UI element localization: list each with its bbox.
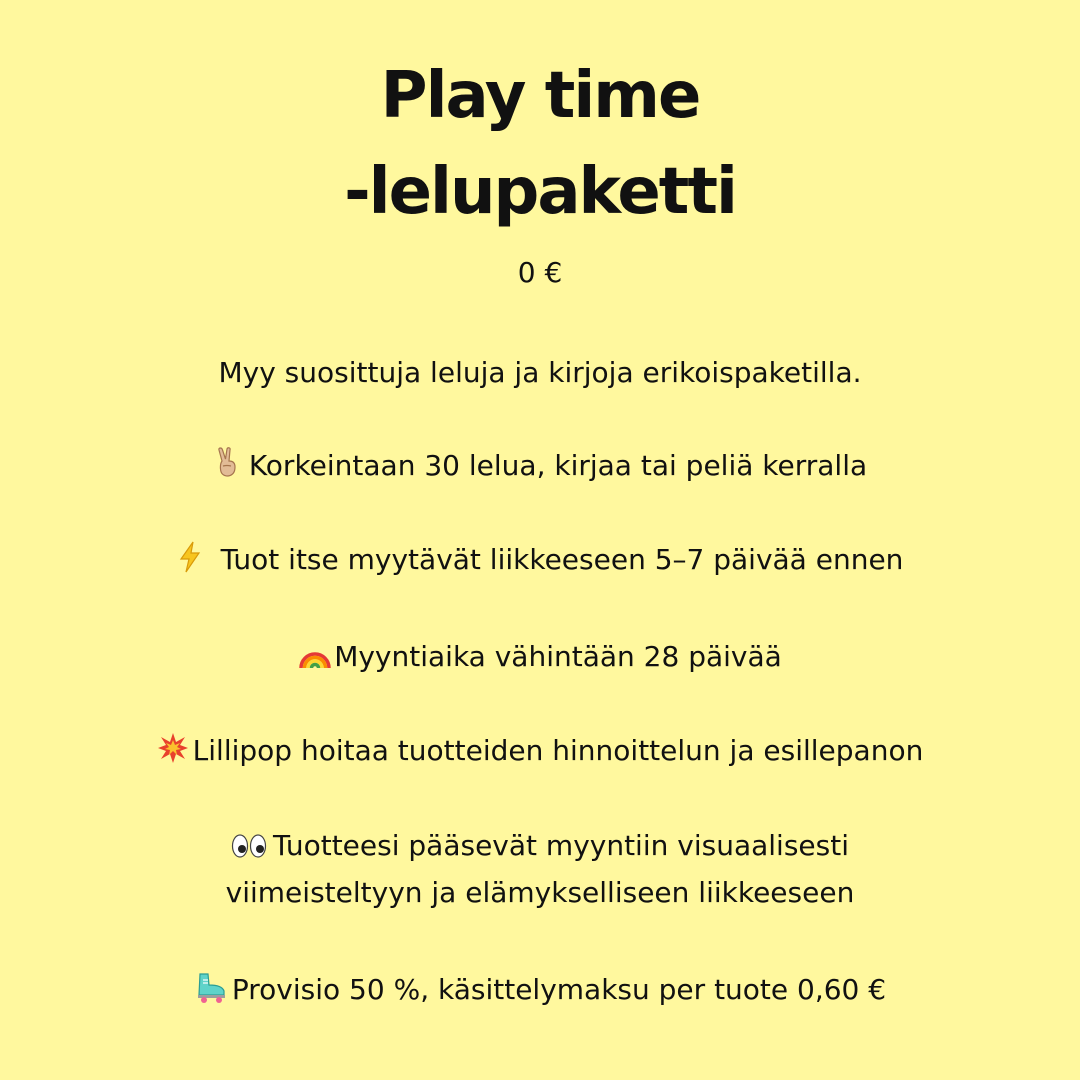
eyes-icon (231, 823, 267, 869)
feature-item (0, 823, 1080, 869)
feature-item (0, 728, 1080, 774)
victory-hand-icon (213, 443, 243, 489)
price: 0 € (517, 256, 563, 289)
feature-item (0, 634, 1080, 680)
feature-text: Korkeintaan 30 lelua, kirjaa tai peliä kerralla (248, 449, 868, 482)
feature-item (0, 967, 1080, 1013)
collision-icon (157, 728, 189, 774)
feature-text: Lillipop hoitaa tuotteiden hinnoittelun ja esillepanon (192, 734, 924, 767)
rainbow-icon (298, 634, 332, 680)
title-line-1: Play time (380, 59, 700, 133)
lightning-icon (177, 537, 203, 583)
feature-text: Tuotteesi pääsevät myyntiin visuaalisesti (273, 829, 849, 862)
roller-skate-icon (194, 967, 228, 1013)
intro-text: Myy suosittuja leluja ja kirjoja erikoispaketilla. (218, 356, 862, 389)
title-line-2: -lelupaketti (344, 155, 736, 229)
feature-item (0, 537, 1080, 583)
feature-text: Provisio 50 %, käsittelymaksu per tuote 0,60 € (231, 973, 887, 1006)
feature-item (0, 443, 1080, 489)
package-title (0, 48, 1080, 240)
feature-text: Tuot itse myytävät liikkeeseen 5–7 päivää ennen (220, 543, 904, 576)
feature-text: Myyntiaika vähintään 28 päivää (334, 640, 782, 673)
feature-text-continued: viimeisteltyyn ja elämykselliseen liikkeeseen (225, 876, 855, 909)
